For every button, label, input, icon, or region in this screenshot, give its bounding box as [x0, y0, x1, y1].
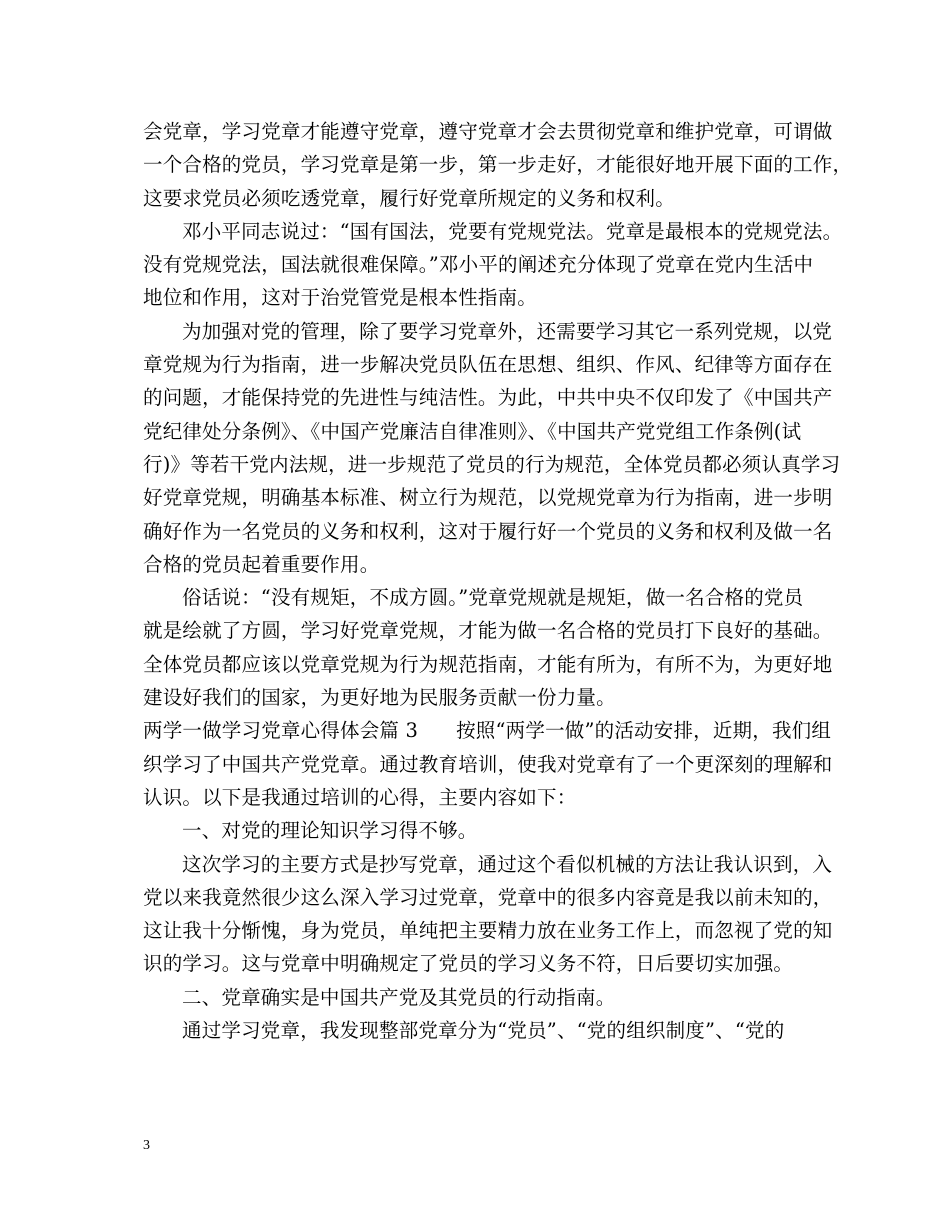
- section-title: 两学一做学习党章心得体会篇 3: [143, 719, 419, 743]
- text-line: 二、党章确实是中国共产党及其党员的行动指南。: [182, 985, 616, 1009]
- text-line: 好党章党规，明确基本标准、树立行为规范，以党规党章为行为指南，进一步明: [143, 486, 833, 510]
- text-line: 党以来我竟然很少这么深入学习过党章，党章中的很多内容竟是我以前未知的，: [143, 885, 833, 909]
- section-heading-line: [143, 714, 832, 747]
- text-line: 通过学习党章，我发现整部党章分为“党员”、“党的组织制度”、“党的: [182, 1019, 785, 1043]
- text-line: 党纪律处分条例》、《中国产党廉洁自律准则》、《中国共产党党组工作条例(试: [143, 419, 802, 443]
- text-line: 没有党规党法，国法就很难保障。”邓小平的阐述充分体现了党章在党内生活中: [143, 253, 814, 277]
- text-line: 建设好我们的国家，为更好地为民服务贡献一份力量。: [143, 686, 616, 710]
- text-line: 俗话说：“没有规矩，不成方圆。”党章党规就是规矩，做一名合格的党员: [182, 586, 804, 610]
- text-line: 这让我十分惭愧，身为党员，单纯把主要精力放在业务工作上，而忽视了党的知: [143, 919, 833, 943]
- text-line: 地位和作用，这对于治党管党是根本性指南。: [143, 286, 538, 310]
- text-line: 合格的党员起着重要作用。: [143, 552, 380, 576]
- text-line: 章党规为行为指南，进一步解决党员队伍在思想、组织、作风、纪律等方面存在: [143, 353, 833, 377]
- text-line: 认识。以下是我通过培训的心得，主要内容如下：: [143, 785, 577, 809]
- document-body: [143, 115, 853, 1047]
- text-line: 为加强对党的管理，除了要学习党章外，还需要学习其它一系列党规，以党: [182, 319, 833, 343]
- paragraph-block: [143, 748, 833, 1048]
- text-line: 一个合格的党员，学习党章是第一步，第一步走好，才能很好地开展下面的工作，: [143, 153, 853, 177]
- paragraph-block: [143, 115, 853, 714]
- text-line: 邓小平同志说过：“国有国法，党要有党规党法。党章是最根本的党规党法。: [182, 219, 843, 243]
- text-line: 确好作为一名党员的义务和权利，这对于履行好一个党员的义务和权利及做一名: [143, 519, 833, 543]
- text-line: 全体党员都应该以党章党规为行为规范指南，才能有所为，有所不为，为更好地: [143, 652, 833, 676]
- text-line: 一、对党的理论知识学习得不够。: [182, 819, 478, 843]
- page-number: 3: [143, 1138, 150, 1153]
- text-line: 行)》等若干党内法规，进一步规范了党员的行为规范，全体党员都必须认真学习: [143, 452, 841, 476]
- text-line: 的问题，才能保持党的先进性与纯洁性。为此，中共中央不仅印发了《中国共产: [143, 386, 833, 410]
- text-line: 会党章，学习党章才能遵守党章，遵守党章才会去贯彻党章和维护党章，可谓做: [143, 120, 833, 143]
- text-line: 这次学习的主要方式是抄写党章，通过这个看似机械的方法让我认识到，入: [182, 852, 833, 876]
- text-line: 就是绘就了方圆，学习好党章党规，才能为做一名合格的党员打下良好的基础。: [143, 619, 833, 643]
- section-intro-text: 按照“两学一做”的活动安排，近期，我们组: [456, 719, 832, 743]
- text-line: 这要求党员必须吃透党章，履行好党章所规定的义务和权利。: [143, 186, 675, 210]
- text-line: 识的学习。这与党章中明确规定了党员的学习义务不符，日后要切实加强。: [143, 952, 794, 976]
- text-line: 织学习了中国共产党党章。通过教育培训，使我对党章有了一个更深刻的理解和: [143, 752, 833, 776]
